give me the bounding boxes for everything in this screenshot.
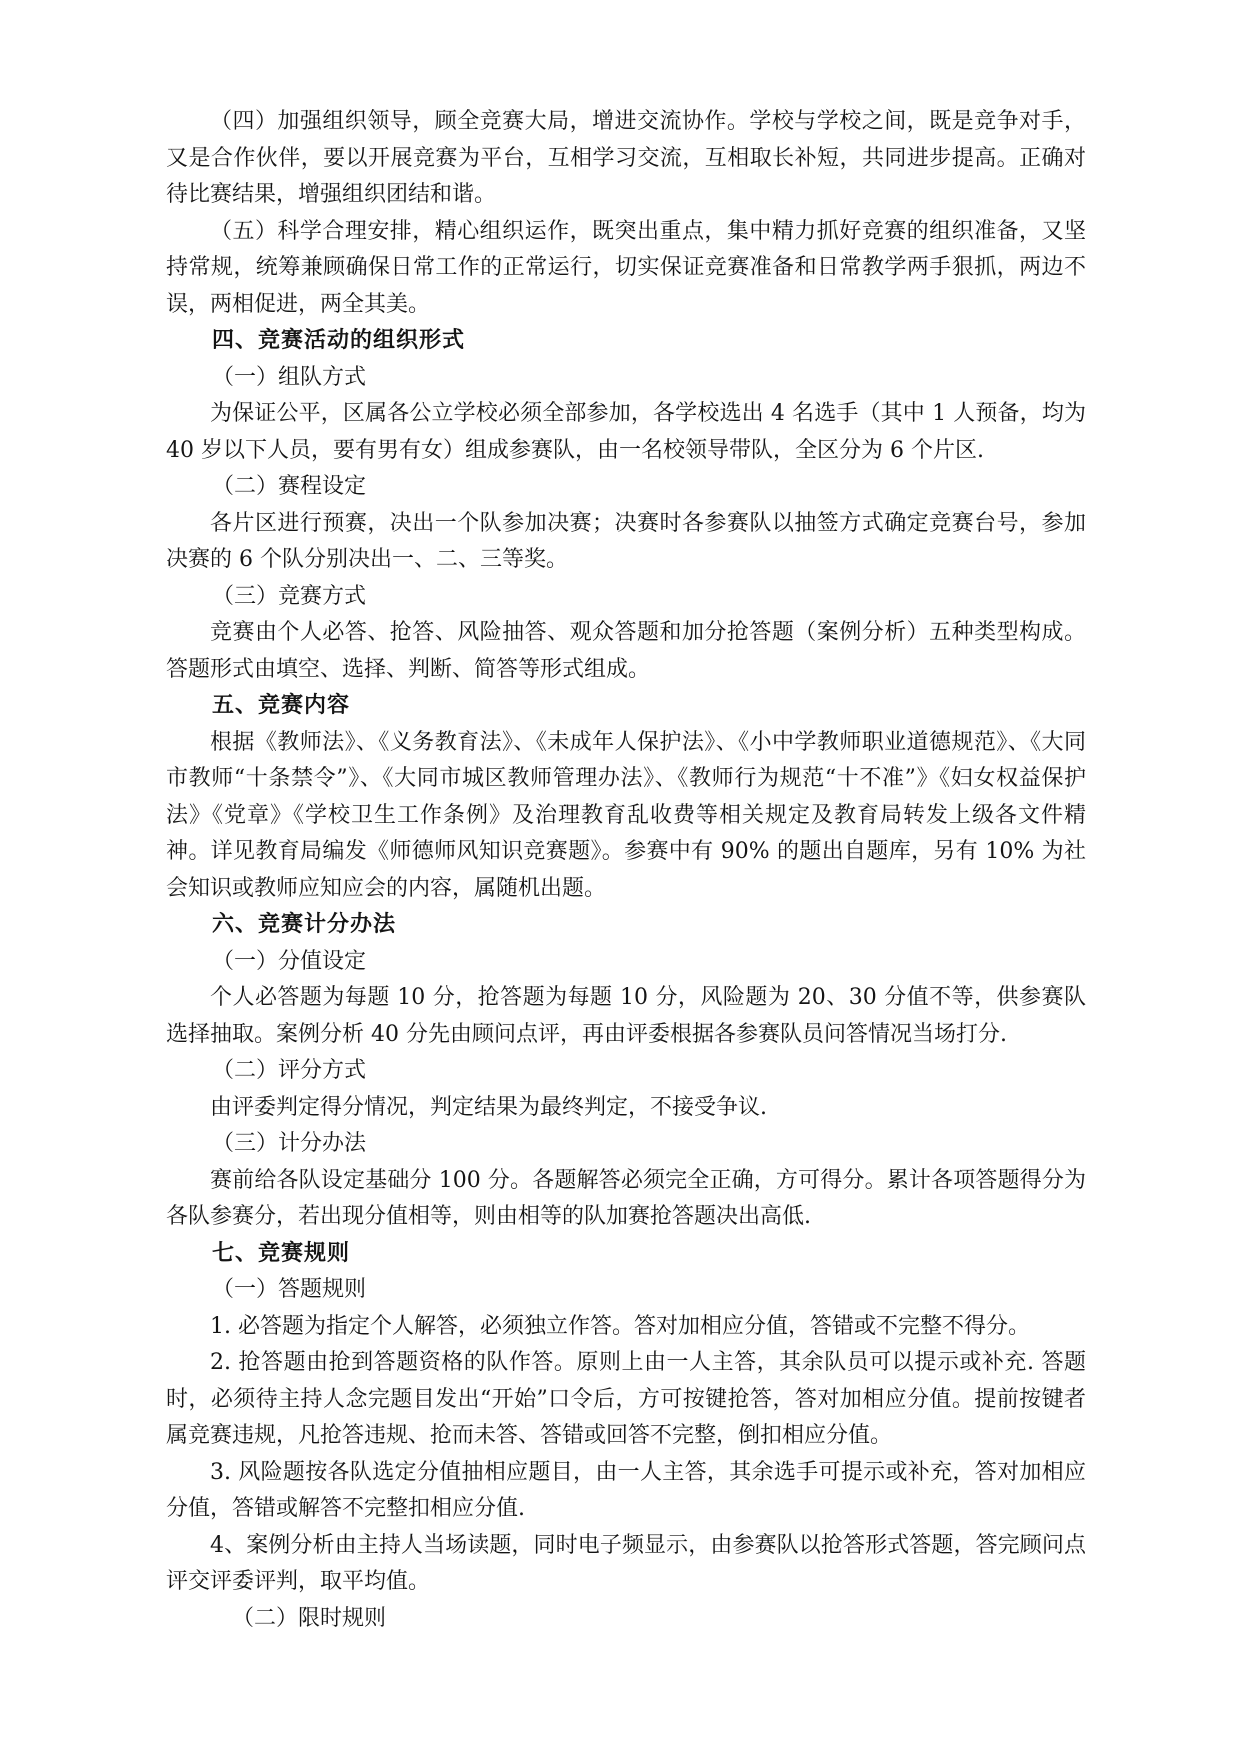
section-6-paragraph-3: 赛前给各队设定基础分 100 分。各题解答必须完全正确，方可得分。累计各项答题得分为各队参赛分，若出现分值相等，则由相等的队加赛抢答题决出高低. (166, 1167, 1086, 1229)
section-6-paragraph-2: 由评委判定得分情况，判定结果为最终判定，不接受争议. (210, 1094, 767, 1120)
section-7-rule-4: 4、案例分析由主持人当场读题，同时电子频显示，由参赛队以抢答形式答题，答完顾问点评交评委评判，取平均值。 (166, 1532, 1086, 1594)
document-body (166, 104, 1086, 1637)
section-6-paragraph-1: 个人必答题为每题 10 分，抢答题为每题 10 分，风险题为 20、30 分值不等，供参赛队选择抽取。案例分析 40 分先由顾问点评，再由评委根据各参赛队员问答情况当场打分. (166, 985, 1086, 1047)
section-4-paragraph-2: 各片区进行预赛，决出一个队参加决赛；决赛时各参赛队以抽签方式确定竞赛台号，参加决赛的 6 个队分别决出一、二、三等奖。 (166, 510, 1086, 572)
section-4-subheading-2: （二）赛程设定 (212, 474, 367, 499)
section-6-heading: 六、竞赛计分办法 (212, 912, 397, 937)
section-4-heading: 四、竞赛活动的组织形式 (212, 328, 466, 353)
section-6-subheading-2: （二）评分方式 (212, 1058, 367, 1083)
section-6-subheading-1: （一）分值设定 (212, 948, 367, 974)
section-4-subheading-1: （一）组队方式 (212, 364, 367, 390)
section-5-paragraph-1: 根据《教师法》、《义务教育法》、《未成年人保护法》、《小中学教师职业道德规范》、《大同市教师“十条禁令”》、《大同市城区教师管理办法》、《教师行为规范“十不准”》《妇女权益保护法》《党章》《学校卫生工作条例》及治理教育乱收费等相关规定及教育局转发上级各文件精神。详见教育局编发《师德师风知识竞赛题》。参赛中有 90% 的题出自题库，另有 10% 为社会知识或教师应知应会的内容，属随机出题。 (166, 729, 1086, 901)
section-4-paragraph-3: 竞赛由个人必答、抢答、风险抽答、观众答题和加分抢答题（案例分析）五种类型构成。答题形式由填空、选择、判断、简答等形式组成。 (166, 620, 1086, 682)
section-4-subheading-3: （三）竞赛方式 (212, 583, 367, 609)
section-7-heading: 七、竞赛规则 (212, 1240, 351, 1266)
section-7-subheading-1: （一）答题规则 (212, 1277, 367, 1302)
section-5-heading: 五、竞赛内容 (212, 693, 351, 718)
paragraph-four: （四）加强组织领导，顾全竞赛大局，增进交流协作。学校与学校之间，既是竞争对手，又是合作伙伴，要以开展竞赛为平台，互相学习交流，互相取长补短，共同进步提高。正确对待比赛结果，增强组织团结和谐。 (166, 109, 1086, 207)
section-7-subheading-2: （二）限时规则 (232, 1605, 387, 1631)
paragraph-five: （五）科学合理安排，精心组织运作，既突出重点，集中精力抓好竞赛的组织准备，又坚持常规，统筹兼顾确保日常工作的正常运行，切实保证竞赛准备和日常教学两手狠抓，两边不误，两相促进，两全其美。 (166, 218, 1086, 317)
section-4-paragraph-1: 为保证公平，区属各公立学校必须全部参加，各学校选出 4 名选手（其中 1 人预备，均为 40 岁以下人员，要有男有女）组成参赛队，由一名校领导带队，全区分为 6 个片区. (166, 401, 1086, 463)
section-7-rule-1: 1. 必答题为指定个人解答，必须独立作答。答对加相应分值，答错或不完整不得分。 (210, 1313, 1030, 1339)
section-6-subheading-3: （三）计分办法 (212, 1131, 367, 1156)
section-7-rule-2: 2. 抢答题由抢到答题资格的队作答。原则上由一人主答，其余队员可以提示或补充. 答题时，必须待主持人念完题目发出“开始”口令后，方可按键抢答，答对加相应分值。提前按键者属竞赛违规，凡抢答违规、抢而未答、答错或回答不完整，倒扣相应分值。 (166, 1350, 1086, 1448)
section-7-rule-3: 3. 风险题按各队选定分值抽相应题目，由一人主答，其余选手可提示或补充，答对加相应分值，答错或解答不完整扣相应分值. (166, 1459, 1086, 1521)
